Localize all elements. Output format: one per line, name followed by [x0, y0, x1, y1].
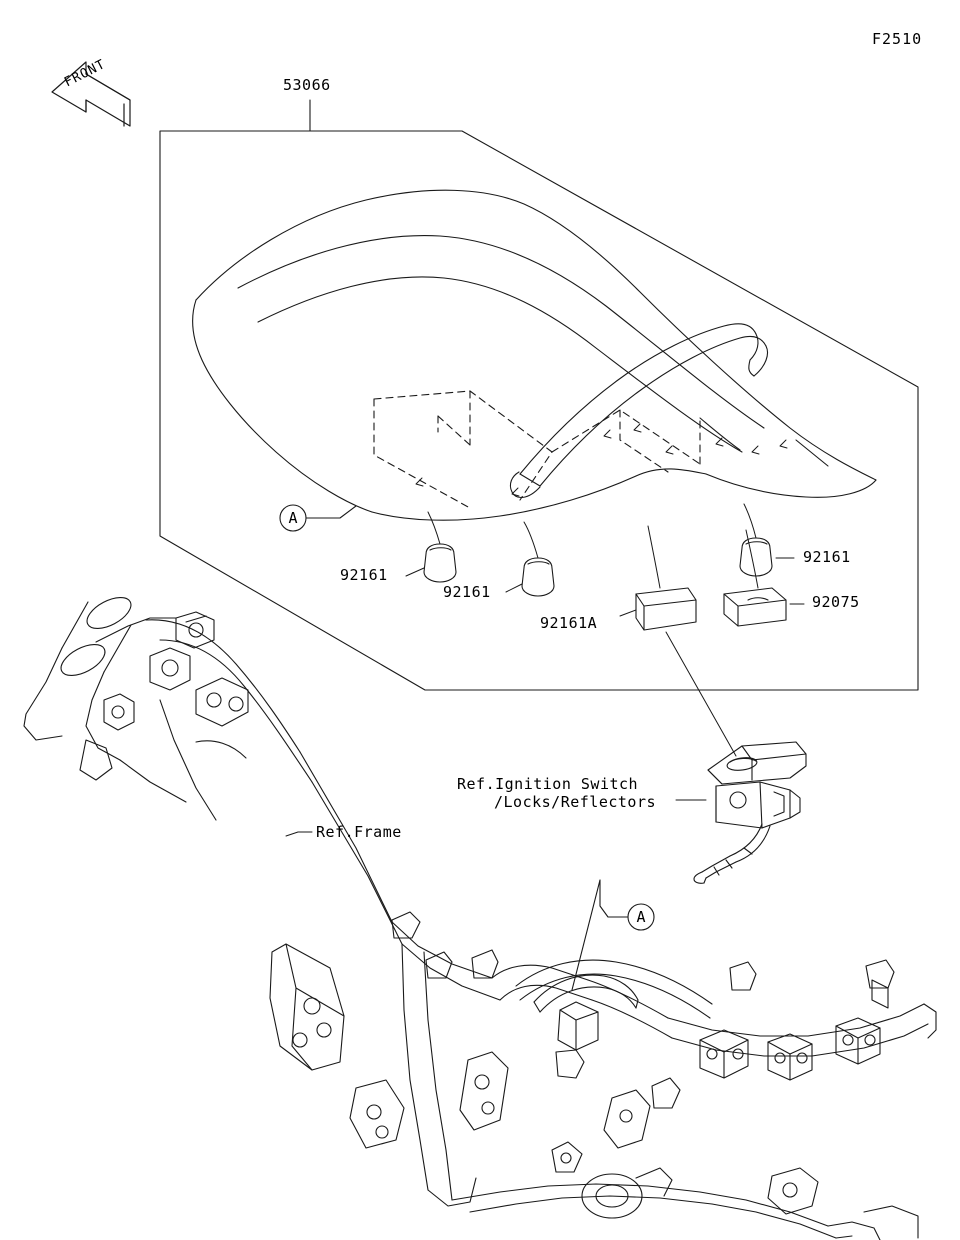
damper-left-part	[424, 544, 456, 582]
damper-right-part	[740, 538, 772, 576]
seat-underside-hooks	[416, 424, 787, 496]
callout-a-lower-graphic	[572, 880, 654, 990]
ref-frame-part	[24, 591, 936, 1240]
damper-center-part	[522, 558, 554, 596]
label-damper-right: 92161	[803, 548, 851, 566]
seat-assembly-outline	[193, 190, 876, 520]
label-damper-a: 92161A	[540, 614, 598, 632]
label-seat-assembly: 53066	[283, 76, 331, 94]
label-bracket-92075: 92075	[812, 593, 860, 611]
label-ref-ignition-line1: Ref.Ignition Switch	[457, 775, 639, 793]
figure-code: F2510	[872, 30, 923, 48]
label-damper-left: 92161	[340, 566, 388, 584]
ref-frame-leader	[286, 832, 312, 836]
label-damper-center: 92161	[443, 583, 491, 601]
label-ref-ignition-line2: /Locks/Reflectors	[494, 793, 657, 811]
bracket-92075-part	[724, 588, 786, 626]
callout-a-lower-label: A	[636, 908, 646, 926]
front-arrow-label: FRONT	[62, 56, 109, 91]
ignition-switch-part	[694, 742, 806, 883]
ignition-leader-line	[666, 632, 736, 756]
detail-boundary-polygon	[160, 131, 918, 690]
label-ref-frame: Ref.Frame	[316, 823, 402, 841]
damper-a-part	[636, 588, 696, 630]
callout-a-upper-label: A	[288, 509, 298, 527]
